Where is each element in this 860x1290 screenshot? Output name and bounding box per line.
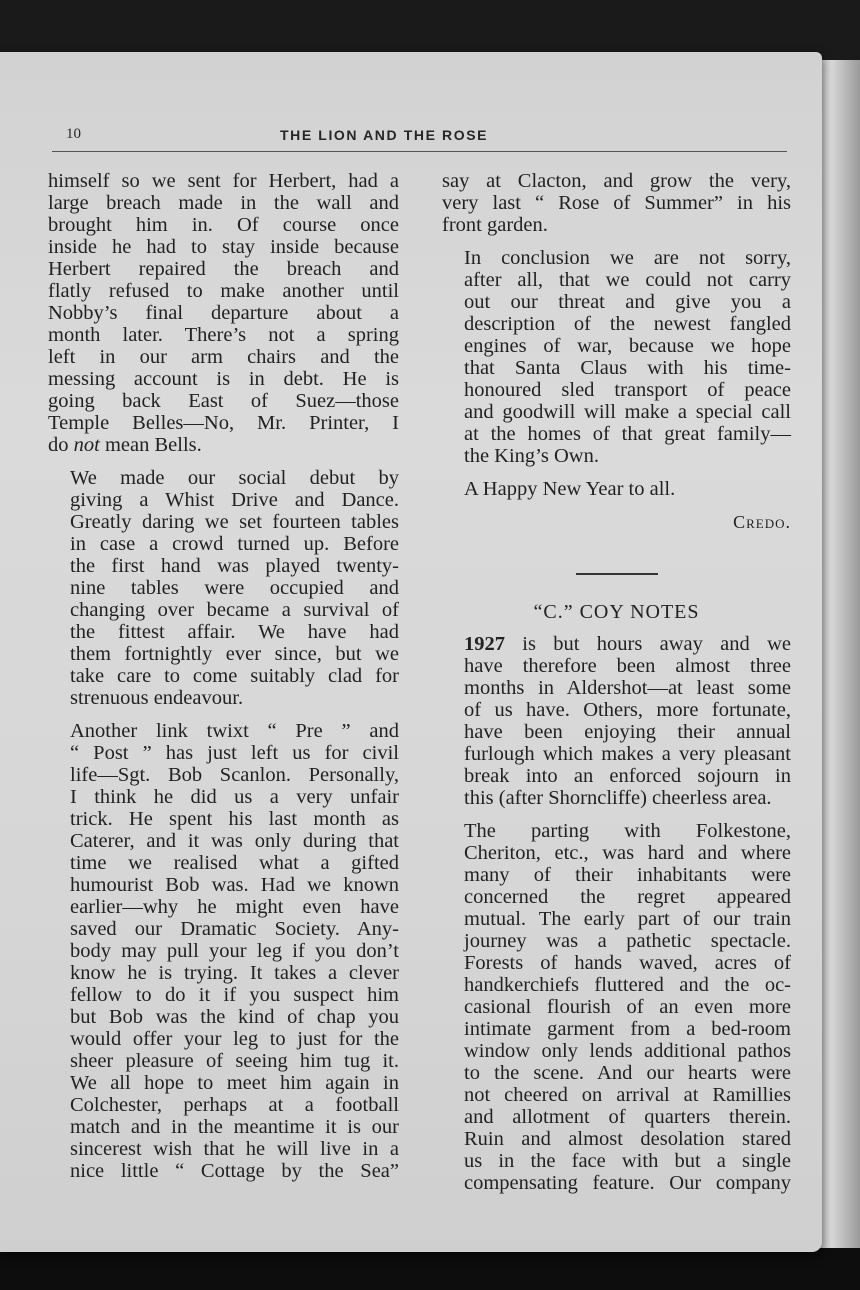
text-line: humourist Bob was. Had we known	[70, 874, 399, 896]
right-column	[442, 170, 791, 1205]
text-line: at the homes of that great family—	[464, 423, 791, 445]
text-line: honoured sled transport of peace	[464, 379, 791, 401]
header-rule	[52, 151, 787, 152]
text-line: engines of war, because we hope	[464, 335, 791, 357]
text-line: Colchester, perhaps at a football	[70, 1094, 399, 1116]
text-line: casional flourish of an even more	[464, 996, 791, 1018]
text-line: mutual. The early part of our train	[464, 908, 791, 930]
text-line: nice little “ Cottage by the Sea”	[70, 1160, 399, 1182]
text-line: going back East of Suez—those	[48, 390, 399, 412]
text-line: large breach made in the wall and	[48, 192, 399, 214]
text-line: concerned the regret appeared	[464, 886, 791, 908]
text-line: but Bob was the kind of chap you	[70, 1006, 399, 1028]
text-line: and goodwill will make a special call	[464, 401, 791, 423]
text-fragment: do	[48, 434, 74, 456]
text-line: in case a crowd turned up. Before	[70, 533, 399, 555]
text-line: have been enjoying their annual	[464, 721, 791, 743]
text-line: match and in the meantime it is our	[70, 1116, 399, 1138]
text-line: giving a Whist Drive and Dance.	[70, 489, 399, 511]
text-line	[442, 633, 791, 655]
text-line: life—Sgt. Bob Scanlon. Personally,	[70, 764, 399, 786]
text-line: We made our social debut by	[70, 467, 399, 489]
text-line: Nobby’s final departure about a	[48, 302, 399, 324]
page-number: 10	[66, 126, 81, 142]
text-line: inside he had to stay inside because	[48, 236, 399, 258]
text-line: have therefore been almost three	[464, 655, 791, 677]
text-line: messing account is in debt. He is	[48, 368, 399, 390]
text-line: handkerchiefs fluttered and the oc-	[464, 974, 791, 996]
text-line: intimate garment from a bed-room	[464, 1018, 791, 1040]
text-line: Ruin and almost desolation stared	[464, 1128, 791, 1150]
text-line: time we realised what a gifted	[70, 852, 399, 874]
text-line: flatly refused to make another until	[48, 280, 399, 302]
text-line: would offer your leg to just for the	[70, 1028, 399, 1050]
text-line: changing over became a survival of	[70, 599, 399, 621]
year-lead: 1927	[464, 633, 505, 655]
text-line: the first hand was played twenty-	[70, 555, 399, 577]
text-line: strenuous endeavour.	[70, 687, 244, 709]
text-line: trick. He spent his last month as	[70, 808, 399, 830]
text-line: that Santa Claus with his time-	[464, 357, 791, 379]
text-line: after all, that we could not carry	[464, 269, 791, 291]
text-line: very last “ Rose of Summer” in his	[442, 192, 791, 214]
text-line: many of their inhabitants were	[464, 864, 791, 886]
text-line: sheer pleasure of seeing him tug it.	[70, 1050, 399, 1072]
text-line: of us have. Others, more fortunate,	[464, 699, 791, 721]
page-header	[66, 126, 786, 150]
text-line: us in the face with but a single	[464, 1150, 791, 1172]
paragraph-clacton	[442, 170, 791, 236]
text-line: front garden.	[442, 214, 548, 236]
text-line: Another link twixt “ Pre ” and	[70, 720, 399, 742]
text-line: month later. There’s not a spring	[48, 324, 399, 346]
text-line: Forests of hands waved, acres of	[464, 952, 791, 974]
text-line: take care to come suitably clad for	[70, 665, 399, 687]
text-line	[48, 434, 399, 456]
paragraph-bob-scanlon	[48, 720, 399, 1182]
text-line: and allotment of quarters therein.	[464, 1106, 791, 1128]
text-line: I think he did us a very unfair	[70, 786, 399, 808]
paragraph-whist-drive	[48, 467, 399, 709]
text-line: months in Aldershot—at least some	[464, 677, 791, 699]
text-line: the King’s Own.	[464, 445, 599, 467]
text-line: out our threat and give you a	[464, 291, 791, 313]
text-line: Cheriton, etc., was hard and where	[464, 842, 791, 864]
text-line: journey was a pathetic spectacle.	[464, 930, 791, 952]
text-line: Herbert repaired the breach and	[48, 258, 399, 280]
paragraph-new-year	[442, 478, 791, 500]
text-line: not cheered on arrival at Ramillies	[464, 1084, 791, 1106]
paragraph-aldershot	[442, 633, 791, 809]
text-line: body may pull your leg if you don’t	[70, 940, 399, 962]
text-line: Caterer, and it was only during that	[70, 830, 399, 852]
signature: Credo.	[733, 512, 791, 532]
text-line: In conclusion we are not sorry,	[464, 247, 791, 269]
book-bottom-shadow	[0, 1248, 860, 1290]
text-line: description of the newest fangled	[464, 313, 791, 335]
section-divider	[576, 573, 658, 575]
text-line: them fortnightly ever since, but we	[70, 643, 399, 665]
text-line: break into an enforced sojourn in	[464, 765, 791, 787]
text-fragment: is but hours away and we	[505, 633, 791, 655]
emphasis-text: not	[73, 434, 100, 456]
paragraph-conclusion	[442, 247, 791, 467]
text-line: nine tables were occupied and	[70, 577, 399, 599]
text-line: compensating feature. Our company	[464, 1172, 791, 1194]
text-line: saved our Dramatic Society. Any-	[70, 918, 399, 940]
text-line: say at Clacton, and grow the very,	[442, 170, 791, 192]
text-line: We all hope to meet him again in	[70, 1072, 399, 1094]
text-line: the fittest affair. We have had	[70, 621, 399, 643]
text-line: this (after Shorncliffe) cheerless area.	[464, 787, 772, 809]
text-line: know he is trying. It takes a clever	[70, 962, 399, 984]
paragraph-folkestone	[442, 820, 791, 1194]
text-line: sincerest wish that he will live in a	[70, 1138, 399, 1160]
text-line: fellow to do it if you suspect him	[70, 984, 399, 1006]
text-line: brought him in. Of course once	[48, 214, 399, 236]
text-line: window only lends additional pathos	[464, 1040, 791, 1062]
text-line: A Happy New Year to all.	[464, 478, 676, 500]
section-heading: “C.” COY NOTES	[533, 601, 700, 623]
text-line: furlough which makes a very pleasant	[464, 743, 791, 765]
text-line: himself so we sent for Herbert, had a	[48, 170, 399, 192]
text-line: to the scene. And our hearts were	[464, 1062, 791, 1084]
text-fragment: mean Bells.	[99, 434, 202, 456]
paragraph-herbert	[48, 170, 399, 456]
text-line: earlier—why he might even have	[70, 896, 399, 918]
text-line: Temple Belles—No, Mr. Printer, I	[48, 412, 399, 434]
left-column	[48, 170, 399, 1193]
text-line: The parting with Folkestone,	[464, 820, 791, 842]
text-line: “ Post ” has just left us for civil	[70, 742, 399, 764]
text-line: Greatly daring we set fourteen tables	[70, 511, 399, 533]
text-line: left in our arm chairs and the	[48, 346, 399, 368]
running-title: THE LION AND THE ROSE	[280, 127, 489, 143]
